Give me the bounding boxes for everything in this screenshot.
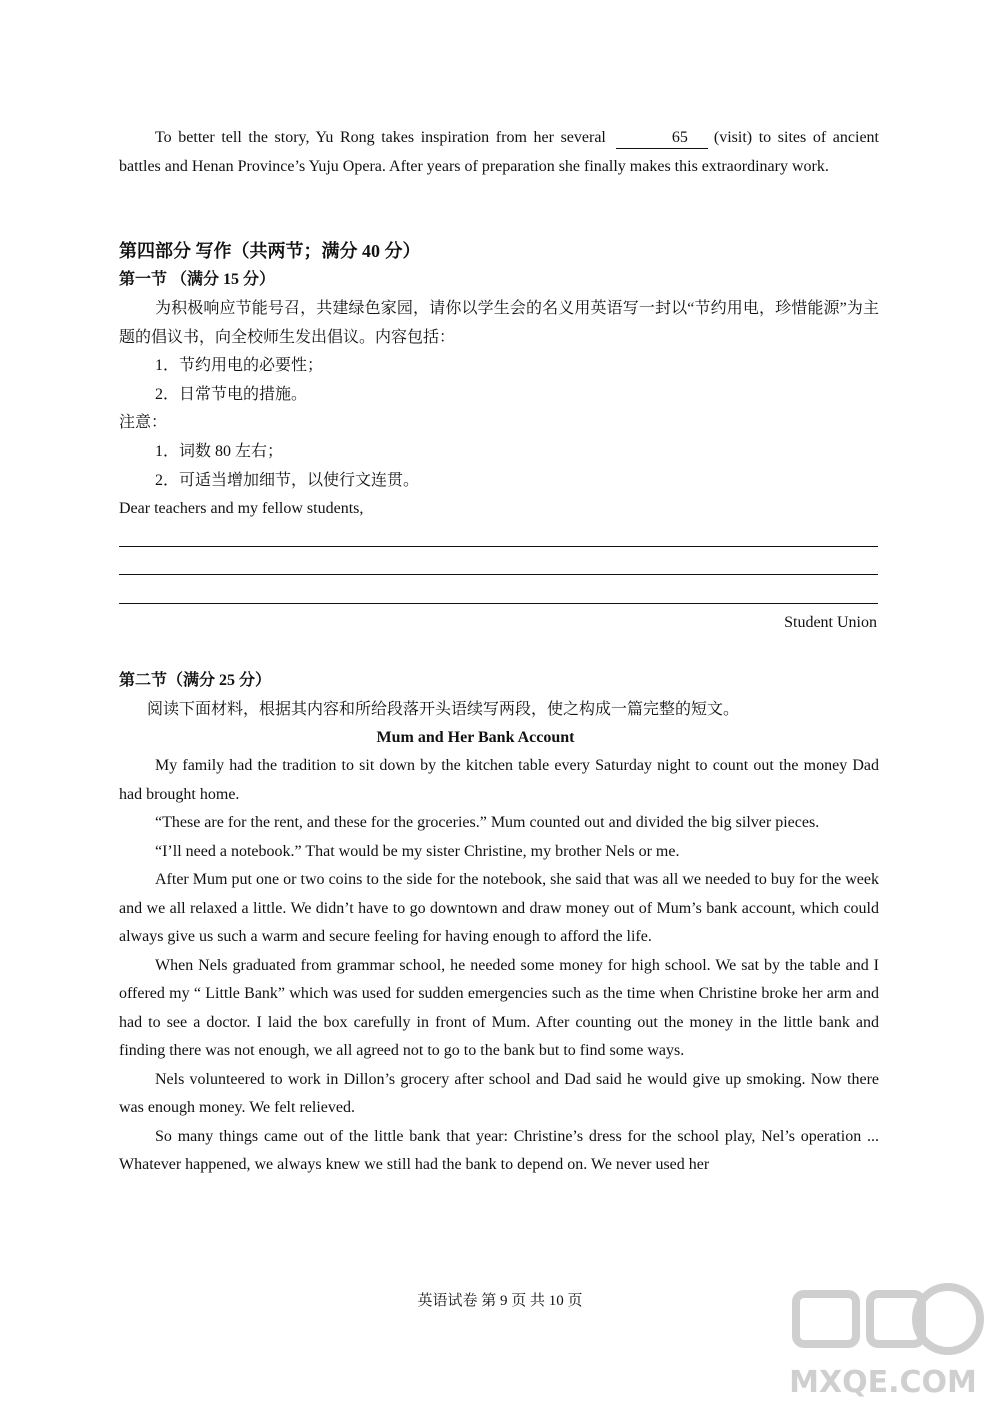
story-paragraph: So many things came out of the little bank that year: Christine’s dress for the school play, Nel’s operation ... Whatever happened, we always knew we still had the bank to depend on. We never used her <box>119 1127 879 1173</box>
content-item: 1．节约用电的必要性； <box>155 357 324 374</box>
section2-instruction: 阅读下面材料，根据其内容和所给段落开头语续写两段，使之构成一篇完整的短文。 <box>147 701 740 718</box>
story-paragraph: “I’ll need a notebook.” That would be my sister Christine, my brother Nels or me. <box>155 842 680 860</box>
svg-text:MXQE.COM: MXQE.COM <box>789 1365 977 1400</box>
site-watermark-logo <box>778 1274 988 1404</box>
story-paragraph: My family had the tradition to sit down by the kitchen table every Saturday night to count out the money Dad had brought home. <box>119 757 879 803</box>
story-paragraph: When Nels graduated from grammar school, he needed some money for high school. We sat by the table and I offered my “ Little Bank” which was used for sudden emergencies such as the time when Christine broke her arm and had to see a doctor. I laid the box carefully in front of Mum. After counting out the money in the little bank and finding there was not enough, we all agreed not to go to the bank but to find some ways. <box>119 956 879 1059</box>
section1-heading: 第一节 （满分 15 分） <box>119 271 276 288</box>
story-body <box>119 752 879 1180</box>
story-title: Mum and Her Bank Account <box>376 729 575 746</box>
story-paragraph: Nels volunteered to work in Dillon’s grocery after school and Dad said he would give up smoking. Now there was enough money. We felt relieved. <box>119 1070 879 1116</box>
part4-heading: 第四部分 写作（共两节；满分 40 分） <box>119 241 421 261</box>
content-item: 2．日常节电的措施。 <box>155 385 308 403</box>
note-item: 1．词数 80 左右； <box>155 443 284 460</box>
section1-notes-list <box>119 438 879 495</box>
top-paragraph-before: To better tell the story, Yu Rong takes inspiration from her several <box>155 129 606 146</box>
section1-contents-list <box>119 352 879 409</box>
writing-line[interactable] <box>119 574 878 575</box>
writing-line[interactable] <box>119 546 878 547</box>
story-paragraph: “These are for the rent, and these for the groceries.” Mum counted out and divided the big silver pieces. <box>155 814 820 831</box>
letter-signature: Student Union <box>784 614 877 631</box>
note-item: 2．可适当增加细节，以使行文连贯。 <box>155 471 420 489</box>
page-footer: 英语试卷 第 9 页 共 10 页 <box>417 1293 583 1309</box>
section1-prompt: 为积极响应节能号召，共建绿色家园，请你以学生会的名义用英语写一封以“节约用电，珍惜能源”为主题的倡议书，向全校师生发出倡议。内容包括： <box>119 300 879 346</box>
writing-line[interactable] <box>119 603 878 604</box>
answer-blank-65: 65 <box>616 128 708 149</box>
note-label: 注意： <box>119 414 168 431</box>
top-paragraph <box>119 124 879 181</box>
letter-salutation: Dear teachers and my fellow students, <box>119 500 364 517</box>
section2-heading: 第二节（满分 25 分） <box>119 672 272 689</box>
story-paragraph: After Mum put one or two coins to the side for the notebook, she said that was all we needed to buy for the week and we all relaxed a little. We didn’t have to go downtown and draw money out of Mum’s bank account, which could always give us such a warm and secure feeling for having enough to afford the life. <box>119 871 879 945</box>
top-paragraph-after: (visit) to sites of ancient battles and Henan Province’s Yuju Opera. After years of preparation she finally makes this extraordinary work. <box>119 129 879 175</box>
